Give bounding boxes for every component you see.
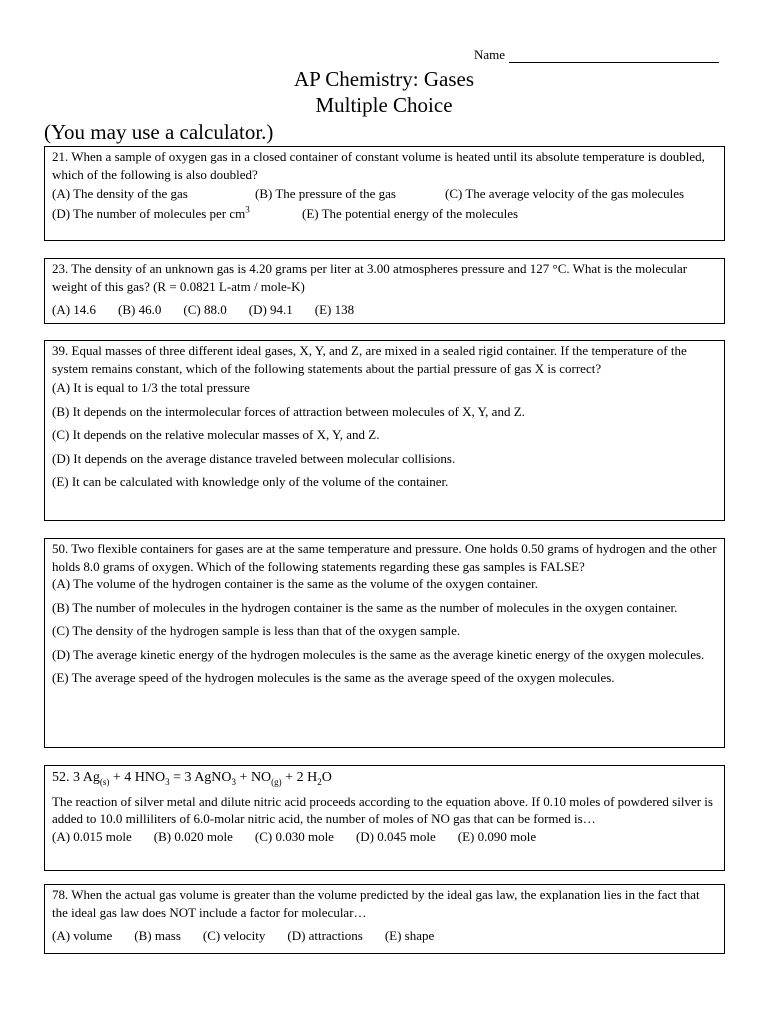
question-52-stem: The reaction of silver metal and dilute nitric acid proceeds according to the equation above. If 0.10 moles of powdered silver is added to 10.0 milliliters of 6.0-molar nitric acid, the number of moles of NO gas that can be formed is…	[52, 793, 713, 826]
name-label: Name	[474, 47, 506, 62]
eq-part: = 3 AgNO	[169, 770, 232, 785]
eq-subscript: 3	[231, 776, 237, 787]
q39-choice-a: (A) It is equal to 1/3 the total pressure	[52, 380, 250, 395]
q23-choice-c: (C) 88.0	[183, 302, 227, 317]
q39-choice-c: (C) It depends on the relative molecular masses of X, Y, and Z.	[52, 427, 380, 442]
question-52	[44, 765, 725, 871]
page-title: AP Chemistry: Gases	[293, 67, 475, 91]
q21-choice-b: (B) The pressure of the gas	[255, 186, 396, 201]
question-78-options	[52, 927, 717, 945]
q21-choice-d-superscript: 3	[245, 204, 250, 215]
eq-subscript: (s)	[99, 776, 110, 787]
q52-choice-d: (D) 0.045 mole	[355, 828, 436, 844]
q78-choice-b: (B) mass	[134, 928, 181, 943]
q52-choice-c: (C) 0.030 mole	[254, 828, 334, 844]
q52-choice-b: (B) 0.020 mole	[153, 828, 233, 844]
q39-choice-e: (E) It can be calculated with knowledge only of the volume of the container.	[52, 474, 449, 489]
q52-choice-a: (A) 0.015 mole	[52, 828, 132, 844]
q23-choice-b: (B) 46.0	[118, 302, 162, 317]
question-23-stem: 23. The density of an unknown gas is 4.20 grams per liter at 3.00 atmospheres pressure and 127 °C. What is the molecular weight of this gas? (R = 0.0821 L-atm / mole-K)	[52, 261, 688, 294]
eq-part: + 2 H	[281, 770, 318, 785]
q78-choice-c: (C) velocity	[202, 928, 266, 943]
q21-choice-e: (E) The potential energy of the molecules	[302, 205, 519, 221]
eq-subscript: 3	[165, 776, 170, 787]
q50-choice-d: (D) The average kinetic energy of the hydrogen molecules is the same as the average kinetic energy of the oxygen molecules.	[52, 646, 705, 662]
question-39	[44, 340, 725, 521]
q78-choice-a: (A) volume	[52, 928, 113, 943]
question-23-options	[52, 301, 717, 319]
q39-choice-b: (B) It depends on the intermolecular forces of attraction between molecules of X, Y, and Z.	[52, 403, 525, 419]
q50-choice-c: (C) The density of the hydrogen sample is less than that of the oxygen sample.	[52, 623, 461, 638]
question-39-stem: 39. Equal masses of three different ideal gases, X, Y, and Z, are mixed in a sealed rigid container. If the temperature of the system remains constant, which of the following statements about the partial pressure of gas X is correct?	[52, 343, 687, 376]
q21-choice-a: (A) The density of the gas	[52, 186, 188, 201]
q50-choice-e: (E) The average speed of the hydrogen molecules is the same as the average speed of the oxygen molecules.	[52, 670, 615, 685]
eq-subscript: 2	[317, 776, 322, 787]
question-78-stem: 78. When the actual gas volume is greater than the volume predicted by the ideal gas law, the explanation lies in the fact that the ideal gas law does NOT include a factor for molecular…	[52, 887, 700, 920]
eq-part: O	[321, 770, 332, 785]
eq-subscript: (g)	[271, 776, 282, 787]
q23-choice-d: (D) 94.1	[248, 302, 293, 317]
q39-choice-d: (D) It depends on the average distance traveled between molecular collisions.	[52, 450, 456, 466]
question-78	[44, 884, 725, 954]
q21-choice-c: (C) The average velocity of the gas molecules	[445, 186, 685, 201]
eq-part: + NO	[236, 770, 272, 785]
q21-choice-d	[52, 205, 302, 223]
eq-part: 52. 3 Ag	[52, 770, 100, 785]
q50-choice-a: (A) The volume of the hydrogen container is the same as the volume of the oxygen container.	[52, 576, 539, 591]
question-50-stem: 50. Two flexible containers for gases are at the same temperature and pressure. One holds 0.50 grams of hydrogen and the other holds 8.0 grams of oxygen. Which of the following statements regarding these gas samples is FALSE?	[52, 541, 717, 574]
question-21	[44, 146, 725, 241]
q50-choice-b: (B) The number of molecules in the hydrogen container is the same as the number of molecules in the oxygen container.	[52, 599, 678, 615]
q21-choice-d-text: (D) The number of molecules per cm	[52, 205, 246, 221]
question-21-options-de	[52, 205, 717, 223]
calculator-note: (You may use a calculator.)	[44, 120, 274, 144]
name-blank-line	[509, 50, 719, 63]
q52-choice-e: (E) 0.090 mole	[457, 828, 537, 844]
page-subtitle: Multiple Choice	[315, 93, 453, 117]
name-field	[474, 47, 719, 63]
question-52-options	[52, 828, 717, 846]
q78-choice-e: (E) shape	[384, 928, 435, 943]
eq-part: + 4 HNO	[109, 770, 166, 785]
question-50	[44, 538, 725, 748]
question-23	[44, 258, 725, 324]
question-52-equation	[52, 769, 717, 787]
question-21-stem: 21. When a sample of oxygen gas in a closed container of constant volume is heated until its absolute temperature is doubled, which of the following is also doubled?	[52, 149, 705, 182]
question-21-options-abc	[52, 185, 717, 203]
q23-choice-e: (E) 138	[314, 302, 355, 317]
q78-choice-d: (D) attractions	[287, 928, 363, 943]
q23-choice-a: (A) 14.6	[52, 302, 97, 317]
